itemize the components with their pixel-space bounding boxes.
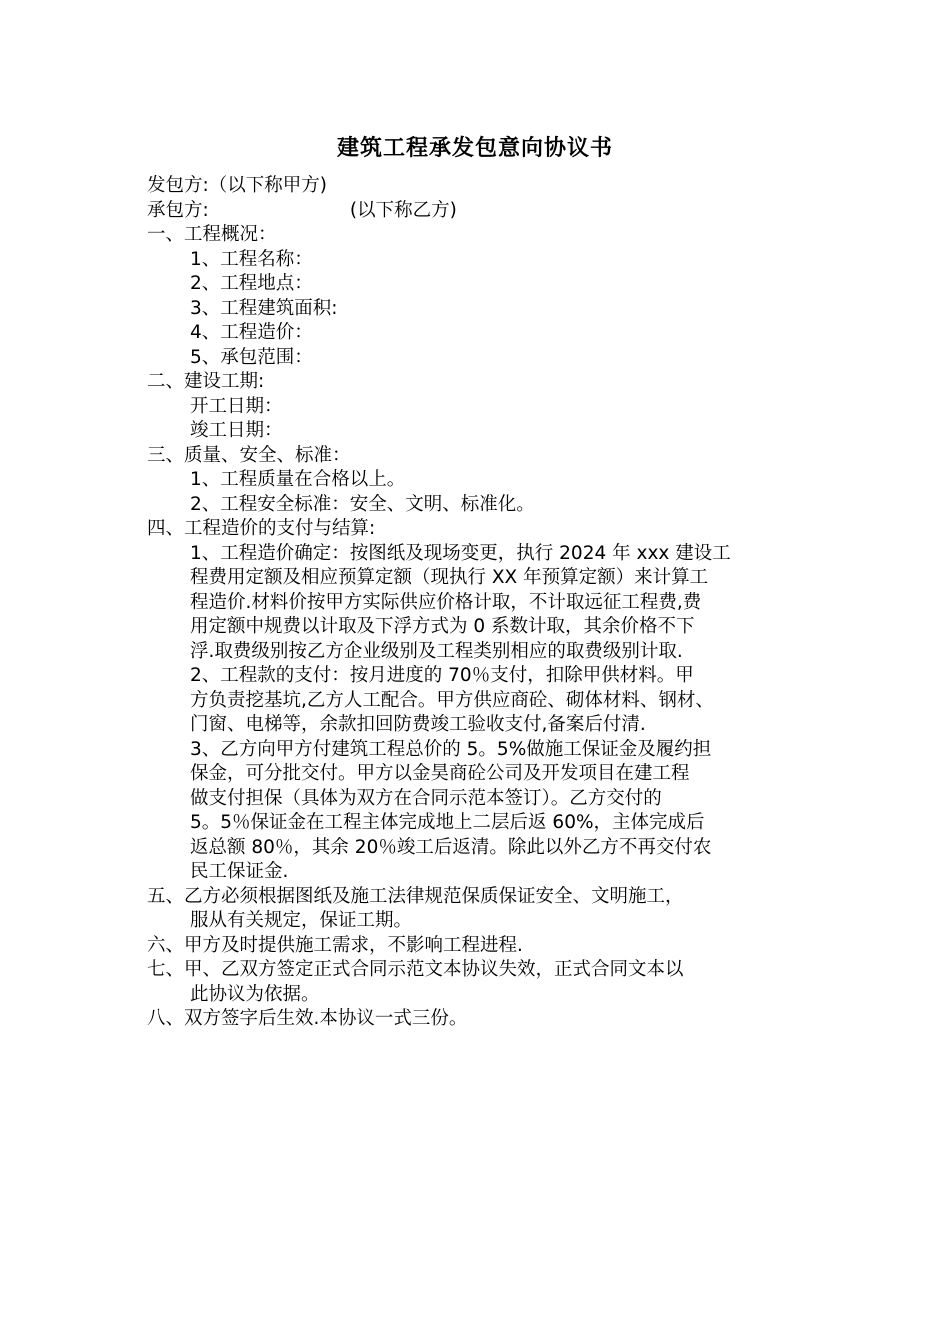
cost-determination-line: 浮.取费级别按乙方企业级别及工程类别相应的取费级别计取. (190, 640, 683, 662)
section-6-line: 六、甲方及时提供施工需求，不影响工程进程. (147, 934, 523, 956)
section-8-line: 八、双方签字后生效.本协议一式三份。 (147, 1008, 468, 1029)
party-a-line: 发包方:（以下称甲方) (147, 175, 327, 196)
party-b-line: 承包方: (以下称乙方) (147, 199, 457, 221)
cost-determination-line: 程费用定额及相应预算定额（现执行 XX 年预算定额）来计算工 (190, 567, 709, 588)
section-1-heading: 一、工程概况： (147, 224, 277, 245)
deposit-line: 3、乙方向甲方付建筑工程总价的 5。5%做施工保证金及履约担 (190, 738, 712, 760)
deposit-line: 5。5％保证金在工程主体完成地上二层后返 60%，主体完成后 (190, 812, 705, 833)
project-cost-item: 4、工程造价： (190, 322, 313, 343)
section-7-line: 七、甲、乙双方签定正式合同示范文本协议失效，正式合同文本以 (147, 959, 684, 980)
payment-line: 2、工程款的支付：按月进度的 70％支付，扣除甲供材料。甲 (190, 665, 694, 686)
start-date-item: 开工日期： (190, 395, 283, 417)
section-5-line: 五、乙方必须根据图纸及施工法律规范保质保证安全、文明施工， (147, 885, 684, 907)
project-location-item: 2、工程地点： (190, 273, 313, 294)
section-2-heading: 二、建设工期: (147, 371, 265, 392)
building-area-item: 3、工程建筑面积: (190, 297, 338, 319)
quality-item: 1、工程质量在合格以上。 (190, 469, 406, 490)
section-7-line: 此协议为依据。 (190, 983, 320, 1005)
cost-determination-line: 用定额中规费以计取及下浮方式为 0 系数计取，其余价格不下 (190, 616, 695, 637)
deposit-line: 返总额 80％，其余 20％竣工后返清。除此以外乙方不再交付农 (190, 836, 712, 858)
payment-line: 方负责挖基坑,乙方人工配合。甲方供应商砼、砌体材料、钢材、 (190, 689, 714, 711)
cost-determination-line: 1、工程造价确定：按图纸及现场变更，执行 2024 年 xxx 建设工 (190, 542, 731, 564)
section-4-heading: 四、工程造价的支付与结算: (147, 518, 376, 539)
project-name-item: 1、工程名称： (190, 248, 313, 270)
contract-scope-item: 5、承包范围： (190, 346, 313, 368)
cost-determination-line: 程造价.材料价按甲方实际供应价格计取，不计取远征工程费,费 (190, 591, 702, 613)
deposit-line: 做支付担保（具体为双方在合同示范本签订）。乙方交付的 (190, 787, 662, 809)
payment-line: 门窗、电梯等，余款扣回防费竣工验收支付,备案后付清. (190, 714, 646, 735)
document-body (147, 174, 827, 1032)
document-title: 建筑工程承发包意向协议书 (336, 136, 613, 161)
safety-item: 2、工程安全标准：安全、文明、标准化。 (190, 493, 535, 515)
completion-date-item: 竣工日期： (190, 420, 283, 441)
deposit-line: 保金，可分批交付。甲方以金昊商砼公司及开发项目在建工程 (190, 763, 690, 784)
section-5-line: 服从有关规定，保证工期。 (190, 910, 413, 931)
section-3-heading: 三、质量、安全、标准： (147, 444, 351, 466)
deposit-line: 民工保证金. (190, 861, 289, 882)
